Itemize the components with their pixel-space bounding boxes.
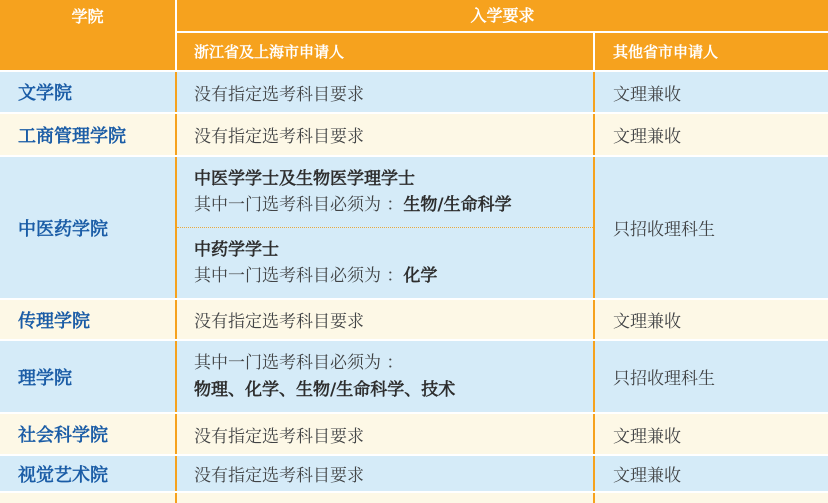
college-cell: 视觉艺术院	[0, 456, 177, 491]
college-cell: 工商管理学院	[0, 114, 177, 155]
program-item	[177, 228, 593, 298]
requirement-prefix: 其中一门选考科目必须为 ：	[194, 195, 404, 215]
requirement-cell	[177, 493, 595, 503]
program-item	[177, 157, 593, 228]
college-column-header: 学院	[0, 0, 177, 70]
requirement-cell: 没有指定选考科目要求	[177, 72, 595, 112]
requirement-subjects: 化学	[403, 266, 438, 286]
requirement-cell	[177, 157, 595, 298]
other-provinces-cell: 只招收理科生	[613, 220, 715, 240]
requirement-subjects: 物理、化学、生物/生命科学、技术	[194, 379, 456, 400]
table-header	[0, 0, 828, 72]
table-row	[0, 454, 828, 491]
program-requirement	[194, 263, 593, 289]
requirement-cell: 没有指定选考科目要求	[177, 114, 595, 155]
table-row	[0, 155, 828, 298]
requirements-subheaders	[177, 33, 828, 70]
college-cell: 文学院	[0, 72, 177, 112]
table-row	[0, 412, 828, 454]
table-row	[0, 298, 828, 339]
other-provinces-cell: 文理兼收	[613, 426, 681, 447]
other-provinces-cell: 文理兼收	[613, 312, 681, 332]
program-title: 中药学学士	[194, 240, 279, 260]
college-cell	[0, 493, 177, 503]
program-title: 中医学学士及生物医学理学士	[194, 169, 415, 189]
requirement-prefix: 其中一门选考科目必须为 ：	[194, 266, 404, 286]
program-requirement	[194, 192, 593, 218]
zhejiang-shanghai-subheader: 浙江省及上海市申请人	[177, 33, 595, 70]
other-provinces-subheader: 其他省市申请人	[613, 43, 719, 61]
requirement-prefix: 其中一门选考科目必须为 ：	[194, 352, 404, 373]
college-cell: 社会科学院	[0, 414, 177, 454]
table-row	[0, 339, 828, 412]
requirement-cell: 没有指定选考科目要求	[177, 414, 595, 454]
college-cell: 理学院	[0, 341, 177, 412]
college-cell: 中医药学院	[0, 157, 177, 298]
college-cell: 传理学院	[0, 300, 177, 339]
other-provinces-cell: 文理兼收	[613, 84, 681, 105]
requirements-column-header: 入学要求	[177, 0, 828, 33]
other-provinces-cell: 只招收理科生	[613, 369, 715, 389]
requirements-header-group	[177, 0, 828, 70]
requirement-cell	[177, 341, 595, 412]
table-row	[0, 72, 828, 112]
other-provinces-cell: 文理兼收	[613, 127, 681, 147]
other-provinces-cell: 文理兼收	[613, 466, 681, 486]
requirement-cell: 没有指定选考科目要求	[177, 300, 595, 339]
requirement-cell: 没有指定选考科目要求	[177, 456, 595, 491]
partial-table-row	[0, 491, 828, 503]
other-provinces-cell	[595, 493, 828, 503]
requirement-subjects: 生物/生命科学	[403, 195, 512, 215]
table-row	[0, 112, 828, 155]
